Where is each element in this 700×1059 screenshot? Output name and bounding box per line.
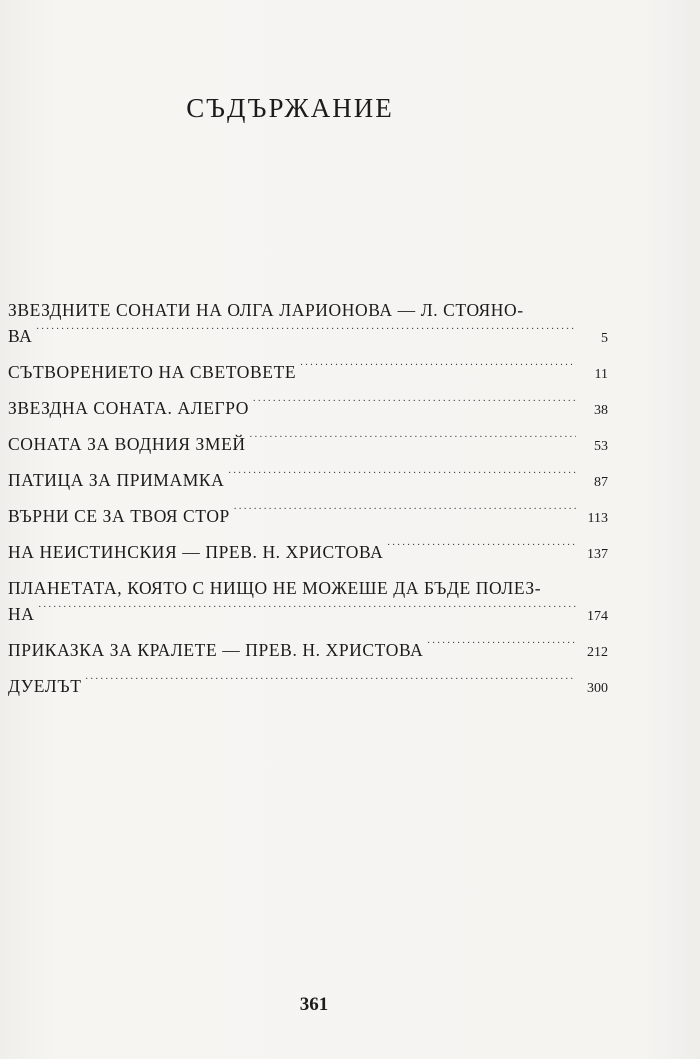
toc-entry-line [8, 673, 608, 699]
toc-entry-title: СЪТВОРЕНИЕТО НА СВЕТОВЕТЕ [8, 362, 297, 382]
toc-entry-title: СОНАТА ЗА ВОДНИЯ ЗМЕЙ [8, 434, 246, 454]
table-of-contents [8, 297, 608, 699]
page-title: СЪДЪРЖАНИЕ [186, 93, 394, 123]
leader-dots [234, 505, 576, 523]
toc-entry-title: ВЪРНИ СЕ ЗА ТВОЯ СТОР [8, 506, 230, 526]
toc-page-number: 300 [587, 681, 608, 696]
toc-page-number: 11 [594, 367, 608, 382]
toc-page-number: 5 [601, 331, 608, 346]
toc-page-number: 113 [587, 511, 608, 526]
leader-dots [36, 325, 576, 343]
toc-entry-line [8, 637, 608, 663]
toc-entry-line [8, 359, 608, 385]
toc-entry-title: ЗВЕЗДНА СОНАТА. АЛЕГРО [8, 398, 249, 418]
toc-entry [8, 395, 608, 421]
toc-entry [8, 467, 608, 493]
leader-dots [250, 433, 576, 451]
leader-dots [300, 361, 576, 379]
toc-entry-title: ПАТИЦА ЗА ПРИМАМКА [8, 470, 225, 490]
toc-entry [8, 637, 608, 663]
leader-dots [427, 639, 576, 657]
toc-entry-line [8, 539, 608, 565]
toc-entry-title: ПЛАНЕТАТА, КОЯТО С НИЩО НЕ МОЖЕШЕ ДА БЪДЕ ПОЛЕЗ- [8, 578, 542, 598]
toc-entry-line [8, 467, 608, 493]
toc-entry-line2 [8, 323, 608, 349]
toc-page-number: 38 [594, 403, 608, 418]
toc-entry-line [8, 431, 608, 457]
toc-entry-title: ЗВЕЗДНИТЕ СОНАТИ НА ОЛГА ЛАРИОНОВА — Л. СТОЯНО- [8, 300, 524, 320]
toc-entry-title-line1 [8, 575, 608, 601]
toc-entry-title-line1 [8, 297, 608, 323]
toc-entry [8, 673, 608, 699]
leader-dots [253, 397, 576, 415]
toc-page-number: 174 [587, 609, 608, 624]
leader-dots [38, 603, 576, 621]
toc-entry-title: ПРИКАЗКА ЗА КРАЛЕТЕ — ПРЕВ. Н. ХРИСТОВА [8, 640, 424, 660]
toc-entry-line [8, 395, 608, 421]
toc-entry-line2 [8, 601, 608, 627]
toc-page-number: 212 [587, 645, 608, 660]
toc-entry-title-cont: НА [8, 604, 35, 624]
leader-dots [387, 541, 576, 559]
toc-page-number: 137 [587, 547, 608, 562]
toc-entry-title: НА НЕИСТИНСКИЯ — ПРЕВ. Н. ХРИСТОВА [8, 542, 384, 562]
page-number: 361 [299, 994, 329, 1015]
toc-entry [8, 359, 608, 385]
leader-dots [228, 469, 576, 487]
toc-entry-line [8, 503, 608, 529]
toc-entry [8, 575, 608, 627]
toc-entry [8, 297, 608, 349]
toc-entry-title-cont: ВА [8, 326, 33, 346]
toc-page-number: 53 [594, 439, 608, 454]
toc-entry [8, 503, 608, 529]
toc-entry-title: ДУЕЛЪТ [8, 676, 82, 696]
toc-entry [8, 431, 608, 457]
leader-dots [86, 675, 576, 693]
toc-entry [8, 539, 608, 565]
toc-page-number: 87 [594, 475, 608, 490]
